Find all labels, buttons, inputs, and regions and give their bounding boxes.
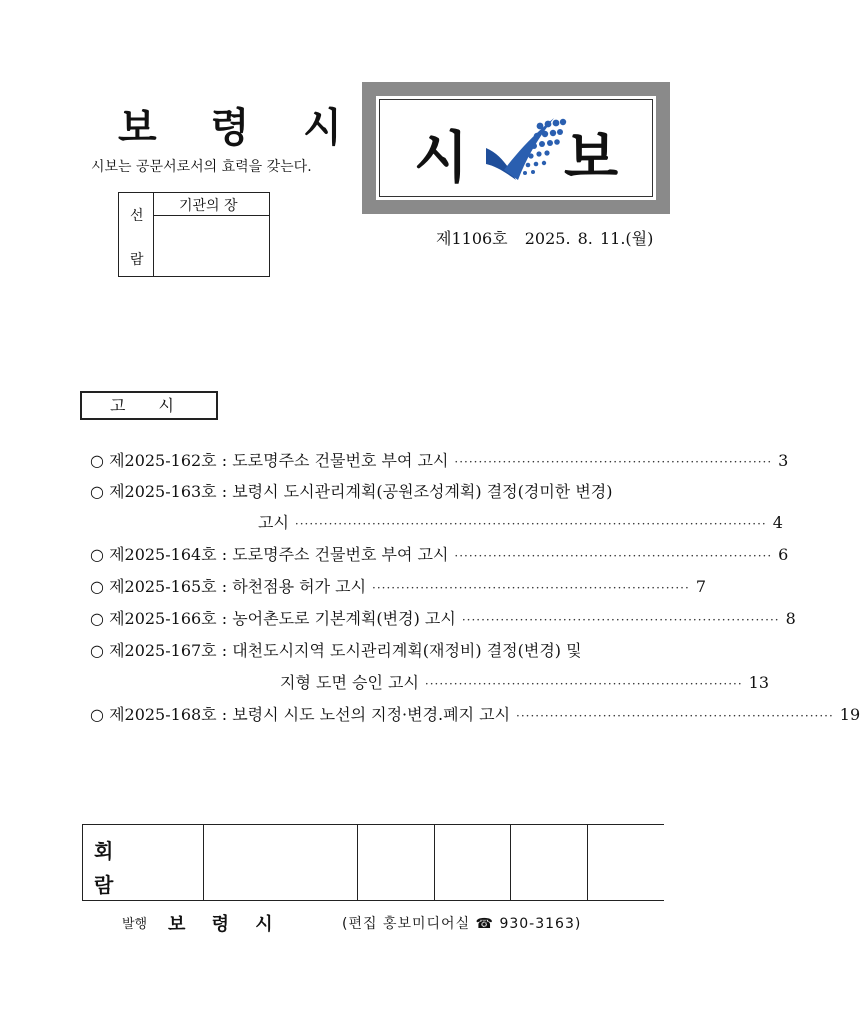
toc-page: 4 [772,513,783,532]
issue-number: 제1106호 [436,229,508,248]
approval-header: 기관의 장 [179,198,238,214]
toc-number: 제2025-166호 [109,609,217,628]
toc-page: 3 [778,451,789,470]
toc-item[interactable]: ○ 제2025-164호 : 도로명주소 건물번호 부여 고시 ·································································· 6 [90,542,656,566]
editor-contact: (편집 홍보미디어실 ☎ 930-3163) [342,916,582,932]
toc-title: 농어촌도로 기본계획(변경) 고시 [232,609,456,628]
circulation-label-top: 회 [94,839,114,863]
toc-title-continuation: 지형 도면 승인 고시 [280,673,419,692]
approval-label-bottom: 람 [130,252,144,268]
toc-item[interactable]: ○ 제2025-166호 : 농어촌도로 기본계획(변경) 고시 ·································································· 8 [90,606,656,630]
dot-leader: ·································································· [461,613,780,627]
toc-title: 도로명주소 건물번호 부여 고시 [232,545,449,564]
toc-number: 제2025-163호 [109,482,217,501]
toc-title-continuation: 고시 [258,513,289,532]
toc-title: 하천점용 허가 고시 [232,577,367,596]
issue-date: 2025. 8. 11.(월) [524,229,654,248]
toc-page: 13 [748,673,770,692]
circulation-label-bottom: 람 [94,873,114,897]
toc-item-continuation[interactable] [258,510,783,534]
toc-number: 제2025-164호 [109,545,217,564]
dot-leader: ·································································································· [294,517,767,531]
toc-number: 제2025-167호 [109,641,217,660]
city-title: 보 령 시 [118,105,362,151]
publisher-label: 발행 [122,917,148,932]
toc-page: 7 [695,577,706,596]
publisher-name: 보 령 시 [168,914,283,935]
toc-title: 대천도시지역 도시관리계획(재정비) 결정(변경) 및 [232,641,582,660]
toc-page: 6 [778,545,789,564]
toc-item[interactable]: ○ 제2025-167호 : 대천도시지역 도시관리계획(재정비) 결정(변경) 및 [90,638,656,662]
logo-char-left: 시 [414,126,469,191]
dot-leader: ·································································· [516,709,834,723]
gazette-logo [362,82,670,214]
wave-dots-logo-icon [482,114,568,184]
dot-leader: ·································································· [454,455,773,469]
dot-leader: ·································································· [372,581,690,595]
toc-item[interactable]: ○ 제2025-168호 : 보령시 시도 노선의 지정·변경.폐지 고시 ·································································· 19 [90,702,656,726]
issue-info [436,226,653,249]
circulation-box [82,824,664,901]
subtitle: 시보는 공문서로서의 효력을 갖는다. [91,159,312,175]
toc-number: 제2025-162호 [109,451,217,470]
toc-page: 19 [839,705,860,724]
toc-title: 보령시 도시관리계획(공원조성계획) 결정(경미한 변경) [232,482,613,501]
approval-label-top: 선 [130,208,144,224]
toc-number: 제2025-168호 [109,705,217,724]
approval-table [118,192,270,277]
toc-number: 제2025-165호 [109,577,217,596]
toc-item[interactable]: ○ 제2025-162호 : 도로명주소 건물번호 부여 고시 ·································································· 3 [90,448,656,472]
toc-item[interactable]: ○ 제2025-163호 : 보령시 도시관리계획(공원조성계획) 결정(경미한 변경) [90,479,656,503]
toc-item-continuation[interactable] [280,670,770,694]
dot-leader: ·································································· [424,677,743,691]
logo-char-right: 보 [564,126,619,191]
dot-leader: ·································································· [454,549,773,563]
toc-title: 보령시 시도 노선의 지정·변경.폐지 고시 [232,705,511,724]
section-title: 고 시 [80,391,218,420]
toc-page: 8 [785,609,796,628]
toc-item[interactable]: ○ 제2025-165호 : 하천점용 허가 고시 ·································································· 7 [90,574,656,598]
toc-title: 도로명주소 건물번호 부여 고시 [232,451,449,470]
